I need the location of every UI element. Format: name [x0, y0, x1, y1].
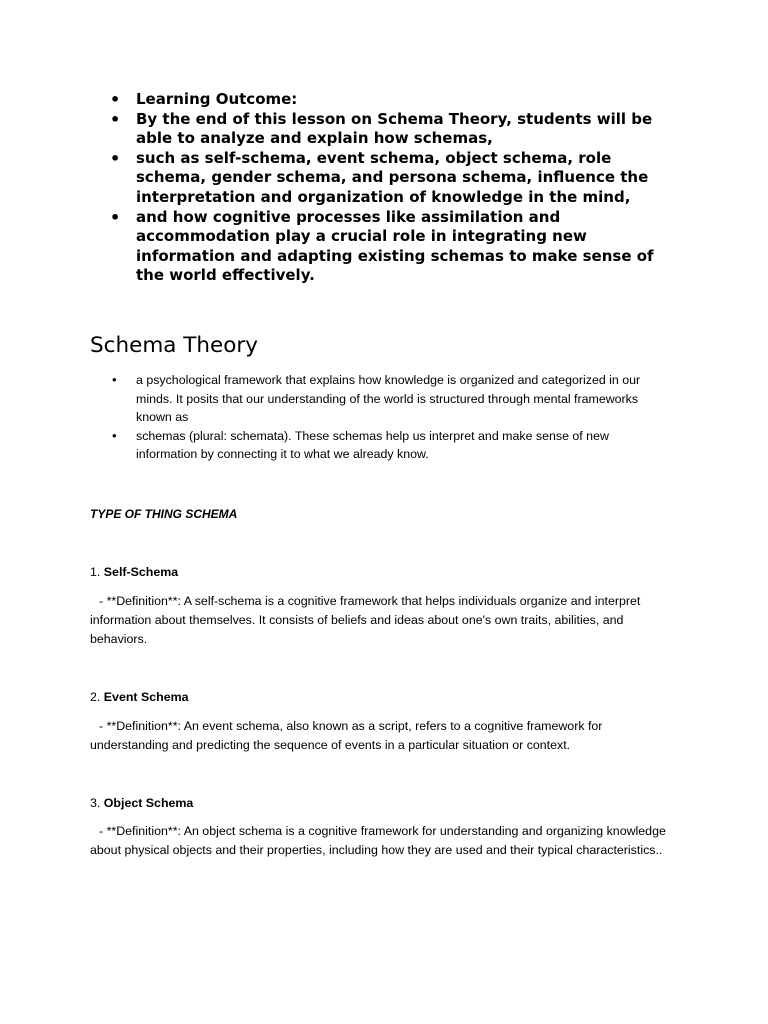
- schema-title-event: [90, 688, 189, 706]
- schema-name: Object Schema: [103, 796, 194, 810]
- section-heading: Schema Theory: [90, 333, 258, 358]
- theory-points-list: [92, 371, 672, 464]
- schema-definition-event: - **Definition**: An event schema, also known as a script, refers to a cognitive framework for understanding and predicting the sequence of events in a particular situation or context.: [90, 719, 603, 752]
- schema-number: 3.: [90, 796, 101, 810]
- schema-number: 2.: [90, 690, 101, 704]
- learning-outcomes-list: [92, 90, 672, 286]
- schema-number: 1.: [90, 565, 101, 579]
- learning-outcome-item: • Learning Outcome:: [92, 90, 672, 110]
- learning-outcome-item: • By the end of this lesson on Schema Theory, students will be able to analyze and explain how schemas,: [92, 110, 672, 149]
- learning-outcome-item: • such as self-schema, event schema, object schema, role schema, gender schema, and persona schema, influence the interpretation and organization of knowledge in the mind,: [92, 149, 672, 208]
- learning-outcome-item: • and how cognitive processes like assimilation and accommodation play a crucial role in integrating new information and adapting existing schemas to make sense of the world effectively.: [92, 208, 672, 286]
- schema-title-self: [90, 563, 178, 581]
- type-heading: TYPE OF THING SCHEMA: [90, 507, 238, 521]
- schema-definition-object: - **Definition**: An object schema is a cognitive framework for understanding and organizing knowledge about physical objects and their properties, including how they are used and their typical characteristics..: [90, 824, 666, 857]
- schema-name: Self-Schema: [103, 565, 179, 579]
- theory-point: • a psychological framework that explains how knowledge is organized and categorized in our minds. It posits that our understanding of the world is structured through mental frameworks known as: [92, 371, 672, 427]
- schema-definition-self: - **Definition**: A self-schema is a cognitive framework that helps individuals organize and interpret information about themselves. It consists of beliefs and ideas about one's own traits, abilities, and behaviors.: [90, 594, 641, 646]
- theory-point: • schemas (plural: schemata). These schemas help us interpret and make sense of new information by connecting it to what we already know.: [92, 427, 672, 464]
- schema-name: Event Schema: [103, 690, 189, 704]
- schema-title-object: [90, 794, 193, 812]
